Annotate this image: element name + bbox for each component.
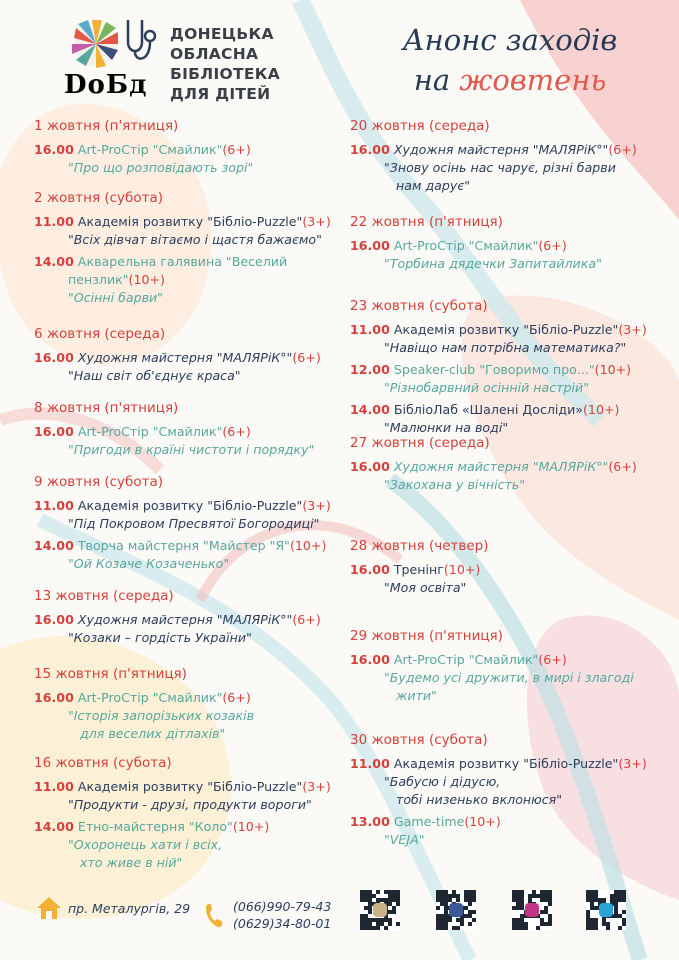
event-name: Творча майстерня "Майстер "Я" [77, 538, 290, 553]
day-date: 27 жовтня (середа) [350, 435, 490, 451]
event-name: Художня майстерня "МАЛЯРіК°" [77, 612, 293, 627]
event-time: 14.00 [34, 819, 74, 834]
event-item[interactable] [350, 458, 660, 494]
event-title: "Навіщо нам потрібна математика?" [384, 340, 627, 355]
event-title: "Бабусю і дідусю, [384, 774, 501, 789]
event-line [34, 689, 344, 707]
event-time: 11.00 [350, 322, 390, 337]
event-line [34, 778, 344, 796]
event-title: "Знову осінь нас чарує, різні барви [384, 160, 616, 175]
event-line [34, 611, 344, 629]
day-block [350, 118, 660, 195]
event-time: 13.00 [350, 814, 390, 829]
day-date: 23 жовтня (субота) [350, 298, 488, 314]
event-time: 16.00 [34, 424, 74, 439]
day-block [34, 326, 344, 385]
event-age: (3+) [302, 498, 331, 513]
event-time: 16.00 [350, 142, 390, 157]
event-name: Art-ProСтір "Смайлик" [393, 238, 539, 253]
event-title: нам дарує" [396, 178, 471, 193]
event-line [34, 818, 344, 836]
event-line [34, 349, 344, 367]
event-title: тобі низенько вклонюся" [396, 792, 563, 807]
facebook-qr[interactable] [436, 890, 476, 930]
event-line [34, 537, 344, 555]
event-title: "Пригоди в країні чистоти і порядку" [68, 442, 315, 457]
event-age: (3+) [302, 779, 331, 794]
event-item[interactable] [350, 141, 660, 195]
event-item[interactable] [34, 349, 344, 385]
day-date: 15 жовтня (п'ятниця) [34, 666, 187, 682]
title-line-2 [360, 60, 660, 100]
event-age: (6+) [538, 652, 567, 667]
event-line [350, 561, 660, 579]
event-time: 14.00 [34, 538, 74, 553]
event-age: (10+) [232, 819, 270, 834]
address [36, 896, 190, 920]
day-date: 2 жовтня (субота) [34, 190, 164, 206]
page-title [360, 20, 660, 100]
event-title: "Будемо усі дружити, в мирі і злагоді [384, 670, 634, 685]
event-name: Художня майстерня "МАЛЯРіК°" [393, 459, 609, 474]
event-item[interactable] [34, 423, 344, 459]
event-item[interactable] [350, 321, 660, 357]
event-time: 16.00 [350, 238, 390, 253]
event-age: (10+) [289, 538, 327, 553]
event-age: (6+) [608, 459, 637, 474]
phone-number[interactable]: (066)990-79-43 [233, 899, 332, 914]
event-age: (3+) [302, 214, 331, 229]
logo-text: DoБд [64, 70, 148, 100]
event-title: хто живе в ній" [80, 855, 183, 870]
day-date: 29 жовтня (п'ятниця) [350, 628, 503, 644]
event-age: (6+) [222, 690, 251, 705]
facebook-icon [449, 903, 463, 917]
event-title: "Ой Козаче Козаченько" [68, 556, 230, 571]
day-block [350, 732, 660, 849]
event-item[interactable] [350, 401, 660, 437]
event-time: 11.00 [350, 756, 390, 771]
event-title: "VEJA" [384, 832, 425, 847]
event-name: Art-ProСтір "Смайлик" [77, 690, 223, 705]
event-time: 16.00 [34, 690, 74, 705]
event-item[interactable] [350, 755, 660, 809]
day-block [34, 118, 344, 177]
event-title: "Під Покровом Пресвятої Богородиці" [68, 516, 320, 531]
website-icon [373, 903, 387, 917]
event-line [350, 401, 660, 419]
library-name [170, 24, 320, 104]
event-line [34, 141, 344, 159]
event-line [350, 141, 660, 159]
event-name: Художня майстерня "МАЛЯРіК°" [77, 350, 293, 365]
event-line [34, 271, 344, 289]
phone-icon [205, 902, 223, 928]
event-item[interactable] [350, 561, 660, 597]
event-title: "Всіх дівчат вітаємо і щастя бажаємо" [68, 232, 322, 247]
instagram-icon [525, 903, 539, 917]
event-name: Художня майстерня "МАЛЯРіК°" [393, 142, 609, 157]
day-date: 13 жовтня (середа) [34, 588, 174, 604]
event-name: Speaker-club "Говоримо про..." [393, 362, 595, 377]
event-time: 16.00 [350, 652, 390, 667]
event-name: Академія розвитку "Бібліо-Puzzle" [77, 498, 303, 513]
event-line [34, 213, 344, 231]
event-item[interactable] [34, 818, 344, 872]
event-item[interactable] [34, 778, 344, 814]
event-time: 16.00 [350, 459, 390, 474]
event-title: для веселих дітлахів" [80, 726, 226, 741]
event-name: БібліоЛаб «Шалені Досліди» [393, 402, 584, 417]
event-item[interactable] [350, 237, 660, 273]
event-time: 11.00 [34, 779, 74, 794]
event-age: (10+) [128, 272, 165, 287]
event-item[interactable] [34, 689, 344, 743]
event-title: "Охоронець хати і всіх, [68, 837, 223, 852]
event-name: Академія розвитку "Бібліо-Puzzle" [77, 779, 303, 794]
event-time: 16.00 [34, 612, 74, 627]
event-item[interactable] [34, 537, 344, 573]
event-title: "Козаки – гордість України" [68, 630, 252, 645]
event-item[interactable] [34, 611, 344, 647]
event-age: (10+) [464, 814, 501, 829]
library-name-line: ОБЛАСНА [170, 45, 259, 63]
day-date: 1 жовтня (п'ятниця) [34, 118, 179, 134]
event-title: "Закохана у вічність" [384, 477, 526, 492]
day-block [34, 588, 344, 647]
event-age: (10+) [583, 402, 620, 417]
website-qr[interactable] [360, 890, 400, 930]
event-age: (6+) [292, 612, 321, 627]
event-name: Академія розвитку "Бібліо-Puzzle" [393, 756, 619, 771]
day-date: 28 жовтня (четвер) [350, 538, 489, 554]
event-title: "Малюнки на воді" [384, 420, 509, 435]
library-logo [62, 14, 160, 102]
day-date: 20 жовтня (середа) [350, 118, 490, 134]
phone-numbers [205, 898, 331, 932]
title-prefix: на [413, 63, 460, 97]
library-name-line: ДОНЕЦЬКА [170, 25, 274, 43]
day-block [350, 628, 660, 705]
day-block [350, 435, 660, 494]
event-title: "Продукти - друзі, продукти вороги" [68, 797, 312, 812]
home-icon [36, 896, 62, 920]
event-name: Art-ProСтір "Смайлик" [77, 142, 223, 157]
event-item[interactable] [34, 213, 344, 249]
phone-number[interactable]: (0629)34-80-01 [233, 916, 332, 931]
event-line [350, 755, 660, 773]
event-age: (6+) [538, 238, 567, 253]
instagram-qr[interactable] [512, 890, 552, 930]
event-time: 11.00 [34, 214, 74, 229]
day-block [34, 474, 344, 573]
event-line [34, 497, 344, 515]
day-date: 6 жовтня (середа) [34, 326, 166, 342]
event-title: "Історія запорізьких козаків [68, 708, 255, 723]
event-line [350, 813, 660, 831]
event-age: (3+) [618, 322, 647, 337]
day-date: 30 жовтня (субота) [350, 732, 488, 748]
event-time: 14.00 [350, 402, 390, 417]
event-name: Етно-майстерня "Коло" [77, 819, 233, 834]
day-block [34, 400, 344, 459]
event-title: "Осінні барви" [68, 290, 163, 305]
event-title: "Торбина дядечки Запитайлика" [384, 256, 602, 271]
event-item[interactable] [350, 813, 660, 849]
day-block [350, 538, 660, 597]
library-name-line: БІБЛІОТЕКА [170, 65, 281, 83]
event-name: Академія розвитку "Бібліо-Puzzle" [77, 214, 303, 229]
event-name: Акварельна галявина "Веселий [77, 254, 288, 269]
event-item[interactable] [350, 651, 660, 705]
event-item[interactable] [34, 497, 344, 533]
event-item[interactable] [34, 253, 344, 307]
event-name: Art-ProСтір "Смайлик" [77, 424, 223, 439]
event-title: "Моя освіта" [384, 580, 467, 595]
event-age: (6+) [222, 424, 251, 439]
event-line [350, 321, 660, 339]
event-line [350, 361, 660, 379]
title-month: жовтень [459, 63, 607, 97]
event-title: "Про що розповідають зорі" [68, 160, 254, 175]
event-age: (3+) [618, 756, 647, 771]
event-line [350, 651, 660, 669]
event-time: 16.00 [350, 562, 390, 577]
day-date: 16 жовтня (субота) [34, 755, 172, 771]
event-item[interactable] [34, 141, 344, 177]
day-block [350, 298, 660, 437]
event-item[interactable] [350, 361, 660, 397]
event-name-cont: пензлик" [68, 272, 129, 287]
event-age: (10+) [594, 362, 632, 377]
event-time: 11.00 [34, 498, 74, 513]
day-block [34, 666, 344, 743]
event-title: жити" [396, 688, 437, 703]
event-line [34, 253, 344, 271]
event-line [34, 423, 344, 441]
event-age: (10+) [443, 562, 481, 577]
event-time: 16.00 [34, 142, 74, 157]
day-block [34, 190, 344, 307]
title-line-1: Анонс заходів [402, 23, 618, 57]
event-line [350, 458, 660, 476]
telegram-qr[interactable] [586, 890, 626, 930]
day-date: 9 жовтня (субота) [34, 474, 164, 490]
event-age: (6+) [222, 142, 251, 157]
address-text: пр. Металургів, 29 [68, 900, 191, 916]
event-name: Game-time [393, 814, 465, 829]
event-age: (6+) [292, 350, 321, 365]
event-time: 12.00 [350, 362, 390, 377]
library-name-line: ДЛЯ ДІТЕЙ [170, 85, 271, 103]
event-title: "Наш світ об'єднує краса" [68, 368, 241, 383]
day-block [34, 755, 344, 872]
event-title: "Різнобарвний осінній настрій" [384, 380, 589, 395]
event-age: (6+) [608, 142, 637, 157]
event-line [350, 237, 660, 255]
event-name: Тренінг [393, 562, 444, 577]
event-time: 16.00 [34, 350, 74, 365]
event-name: Академія розвитку "Бібліо-Puzzle" [393, 322, 619, 337]
event-time: 14.00 [34, 254, 74, 269]
telegram-icon [599, 903, 613, 917]
day-date: 22 жовтня (п'ятниця) [350, 214, 503, 230]
day-block [350, 214, 660, 273]
day-date: 8 жовтня (п'ятниця) [34, 400, 179, 416]
event-name: Art-ProСтір "Смайлик" [393, 652, 539, 667]
